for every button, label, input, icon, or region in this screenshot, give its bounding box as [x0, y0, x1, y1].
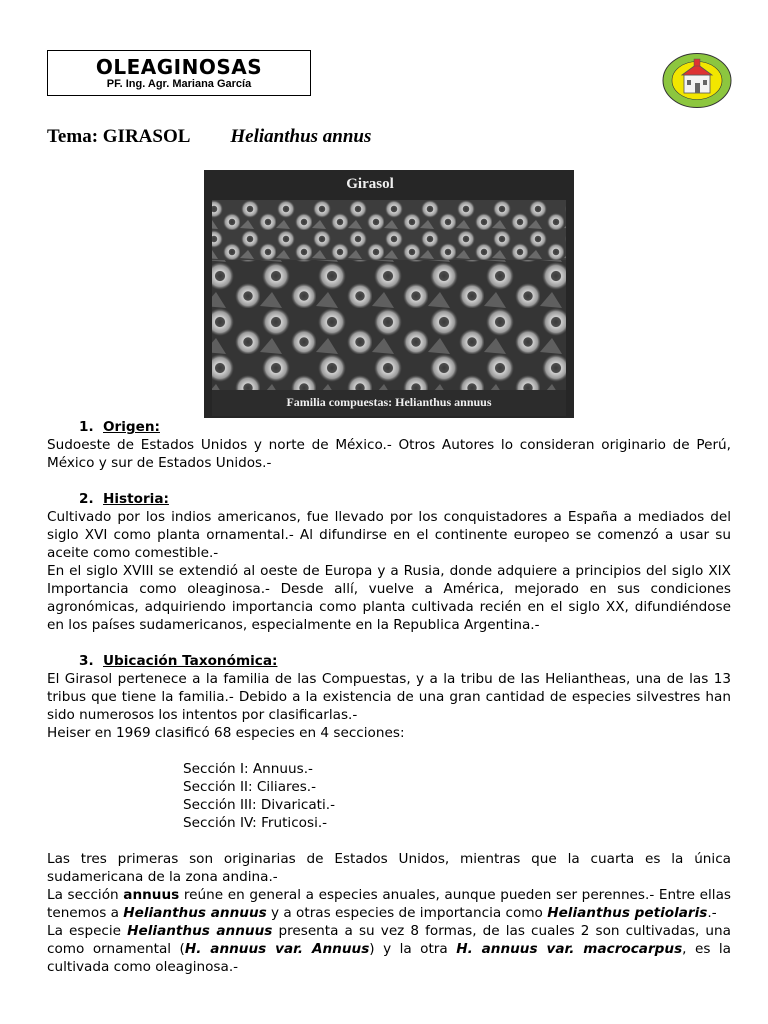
historia-paragraph-2: En el siglo XVIII se extendió al oeste de Europa y a Rusia, donde adquiere a principios del siglo XIX Importancia como oleaginosa.- Desde allí, vuelve a América, mejorado en sus condiciones agronómicas, adquiriendo importancia como planta cultivada recién en el siglo XX, difundiéndose en los países sudamericanos, especialmente en la Republica Argentina.-: [47, 563, 731, 633]
section-item: Sección IV: Fruticosi.-: [183, 815, 328, 831]
origen-text: Sudoeste de Estados Unidos y norte de México.- Otros Autores lo consideran originario de Perú, México y sur de Estados Unidos.-: [47, 437, 731, 471]
topic-scientific-name: Helianthus annus: [230, 126, 372, 147]
section-item: Sección III: Divaricati.-: [183, 797, 336, 813]
header-box: [47, 50, 311, 96]
section-taxonomia-heading: [79, 652, 731, 670]
taxonomia-paragraph-3: Las tres primeras son originarias de Estados Unidos, mientras que la cuarta es la única sudamericana de la zona andina.-: [47, 851, 731, 885]
taxonomia-paragraph-2: Heiser en 1969 clasificó 68 especies en 4 secciones:: [47, 725, 405, 741]
photo-title: Girasol: [346, 176, 394, 192]
header-subtitle: PF. Ing. Agr. Mariana García: [106, 78, 252, 90]
historia-paragraph-1: Cultivado por los indios americanos, fue llevado por los conquistadores a España a mediados del siglo XVI como planta ornamental.- Al difundirse en el continente europeo se comenzó a usar su aceite como comestible.-: [47, 509, 731, 561]
section-number: 3.: [79, 653, 94, 669]
header-title: OLEAGINOSAS: [95, 55, 263, 79]
section-title: Ubicación Taxonómica:: [103, 653, 278, 669]
section-item: Sección I: Annuus.-: [183, 761, 313, 777]
section-title: Historia:: [103, 491, 169, 507]
topic-heading: [47, 126, 371, 148]
sunflower-photo: [204, 170, 574, 418]
section-historia-heading: [79, 490, 731, 508]
taxonomia-paragraph-4: La sección annuus reúne en general a especies anuales, aunque pueden ser perennes.- Entre ellas tenemos a Helianthus annuus y a otras especies de importancia como Helianthus petiolaris.-: [47, 887, 731, 921]
section-title: Origen:: [103, 419, 160, 435]
sections-list: [183, 760, 731, 832]
topic-label: Tema: GIRASOL: [47, 126, 191, 147]
taxonomia-paragraph-5: La especie Helianthus annuus presenta a su vez 8 formas, de las cuales 2 son cultivadas, una como ornamental (H. annuus var. Annuus) y la otra H. annuus var. macrocarpus, es la cultivada como oleaginosa.-: [47, 923, 731, 975]
photo-caption: Familia compuestas: Helianthus annuus: [286, 395, 492, 409]
section-item: Sección II: Ciliares.-: [183, 779, 317, 795]
school-logo: [662, 53, 732, 108]
document-body: [47, 418, 731, 976]
section-origen-heading: [79, 418, 731, 436]
taxonomia-paragraph-1: El Girasol pertenece a la familia de las Compuestas, y a la tribu de las Heliantheas, una de las 13 tribus que tiene la familia.- Debido a la existencia de una gran cantidad de especies silvestres han sido numerosos los intentos por clasificarlas.-: [47, 671, 731, 723]
section-number: 1.: [79, 419, 94, 435]
section-number: 2.: [79, 491, 94, 507]
